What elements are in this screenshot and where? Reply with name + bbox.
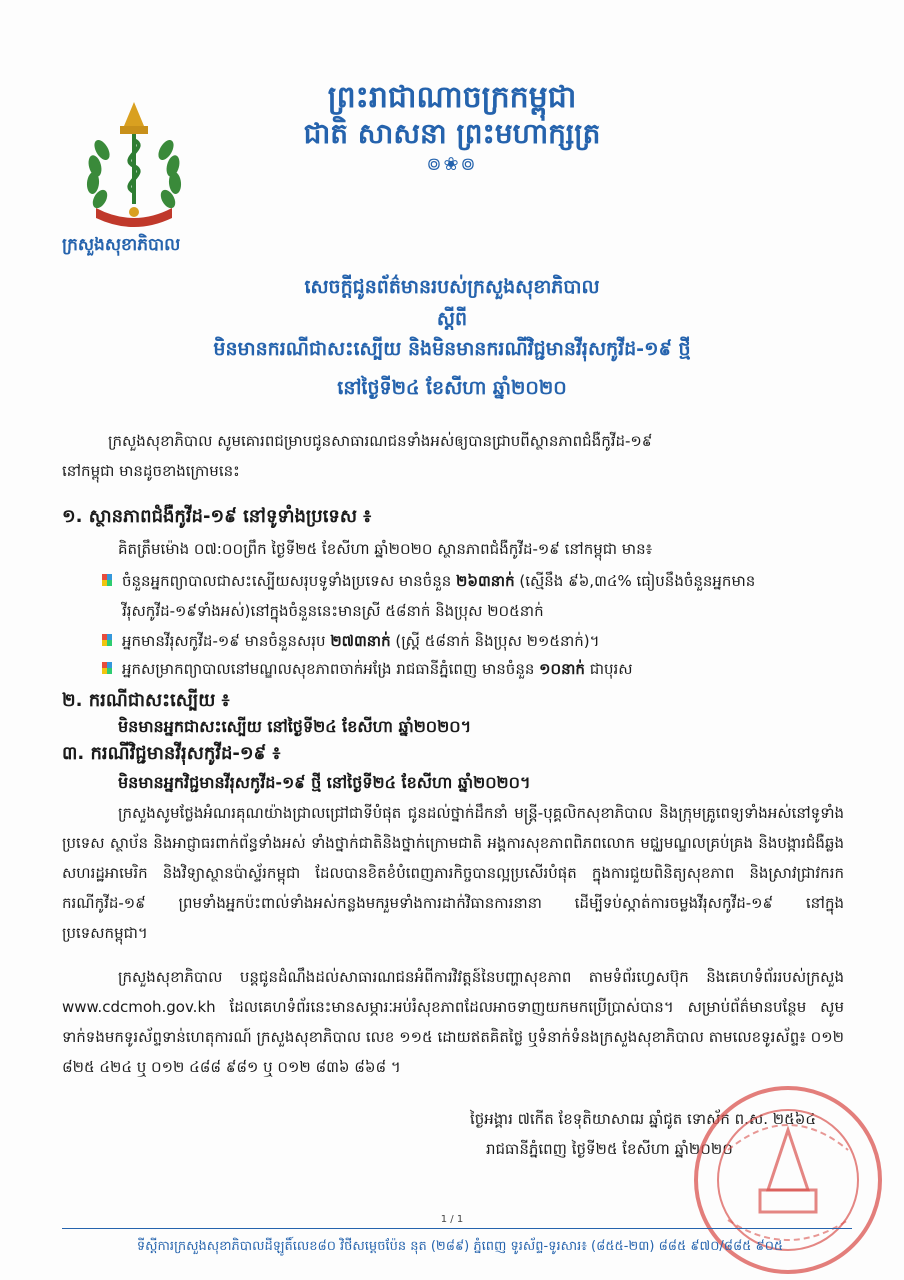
bullet-text-post: (ស្ត្រី ៥៨នាក់ និងប្រុស ២១៥នាក់)។: [390, 632, 600, 650]
section-1-heading: ១. ស្ថានភាពជំងឺកូវីដ-១៩ នៅទូទាំងប្រទេស ៖: [62, 506, 372, 527]
bullet-text-post: ជាបុរស: [584, 660, 633, 678]
bullet-icon: [102, 662, 112, 674]
bullet-icon: [102, 634, 112, 646]
bullet-total-cases: [122, 626, 842, 656]
intro-line-1: ក្រសួងសុខាភិបាល សូមគោរពជម្រាបជូនសាធារណជនទាំងអស់ឲ្យបានជ្រាបពីស្ថានភាពជំងឺកូវីដ-១៩: [108, 432, 653, 450]
section-3-heading: ៣. ករណីវិជ្ជមានវីរុសកូវីដ-១៩ ៖: [62, 743, 281, 764]
bullet-value: ២៧៣នាក់: [330, 632, 391, 650]
intro-line-2: នៅកម្ពុជា មានដូចខាងក្រោមនេះ: [62, 462, 240, 480]
footer-address: ទីស្តីការក្រសួងសុខាភិបាលដីឡូតិ៍លេខ៨០ វិថីសម្តេចប៉ែន នុត (២៨៩) ភ្នំពេញ ទូរស័ព្ទ-ទូរសារ៖ (៨៥៥-២៣) ៨៨៥ ៩៧០/៨៨៥ ៩០៥: [136, 1239, 784, 1254]
ornament-divider: ៙❀៙: [426, 154, 478, 175]
contact-paragraph: ក្រសួងសុខាភិបាល បន្តជូនដំណឹងដល់សាធារណជនអំពីការវិវត្តន៍នៃបញ្ហាសុខភាព តាមទំព័រហ្វេសប៊ុក និងគេហទំព័ររបស់ក្រសួង www.cdcmoh.gov.kh ដែលគេហទំព័រនេះមានសម្ភារៈអប់រំសុខភាពដែលអាចទាញយកមកប្រើប្រាស់បាន។ សម្រាប់ព័ត៌មានបន្ថែម សូមទាក់ទងមកទូរស័ព្ទទាន់ហេតុការណ៍ ក្រសួងសុខាភិបាល លេខ ១១៥ ដោយឥតគិតថ្លៃ ឬទំនាក់ទំនងក្រសួងសុខាភិបាល តាមលេខទូរស័ព្ទ៖ ០១២ ៨២៥ ៤២៤ ឬ ០១២ ៤៨៨ ៩៨១ ឬ ០១២ ៨៣៦ ៨៦៨ ។: [62, 968, 844, 1076]
bullet-text-pre: អ្នកមានវីរុសកូវីដ-១៩ មានចំនួនសរុប: [122, 632, 331, 650]
lunar-date: ថ្ងៃអង្គារ ៧កើត ខែទុតិយាសាឍ ឆ្នាំជូត ទោស័ក ព.ស. ២៥៦៤: [470, 1110, 816, 1128]
acknowledgement-paragraph: ក្រសួងសូមថ្លែងអំណរគុណយ៉ាងជ្រាលជ្រៅជាទីបំផុត ជូនដល់ថ្នាក់ដឹកនាំ មន្ត្រី-បុគ្គលិកសុខាភិបាល និងក្រុមគ្រូពេទ្យទាំងអស់នៅទូទាំងប្រទេស ស្ថាប័ន និងអាជ្ញាធរពាក់ព័ន្ធទាំងអស់ ទាំងថ្នាក់ជាតិនិងថ្នាក់ក្រោមជាតិ អង្គការសុខភាពពិភពលោក មជ្ឈមណ្ឌលគ្រប់គ្រង និងបង្ការជំងឺឆ្លងសហរដ្ឋអាមេរិក និងវិទ្យាស្ថានប៉ាស្ទ័រកម្ពុជា ដែលបានខិតខំបំពេញភារកិច្ចបានល្អប្រសើរបំផុត ក្នុងការជួយពិនិត្យសុខភាព និងស្រាវជ្រាវករកករណីកូវីដ-១៩ ព្រមទាំងអ្នកប៉ះពាល់ទាំងអស់កន្លងមករួមទាំងការដាក់វិធានការនានា ដើម្បីទប់ស្កាត់ការចម្លងវីរុសកូវីដ-១៩ នៅក្នុងប្រទេសកម្ពុជា។: [62, 804, 844, 942]
bullet-recovered-total: [122, 566, 842, 626]
bullet-value: ២៦៣នាក់: [456, 572, 515, 590]
section-1-lead: គិតត្រឹមម៉ោង ០៧:០០ព្រឹក ថ្ងៃទី២៥ ខែសីហា ឆ្នាំ២០២០ ស្ថានភាពជំងឺកូវីដ-១៩ នៅកម្ពុជា មាន៖: [118, 540, 653, 558]
kingdom-heading: ព្រះរាជាណាចក្រកម្ពុជា: [327, 80, 577, 115]
title-about: ស្តីពី: [436, 308, 468, 330]
title-subject: មិនមានករណីជាសះស្បើយ និងមិនមានករណីវិជ្ជមានវីរុសកូវីដ-១៩ ថ្មី: [213, 338, 691, 360]
bullet-in-treatment: [122, 654, 842, 684]
document-title: សេចក្តីជូនព័ត៌មានរបស់ក្រសួងសុខាភិបាល: [304, 276, 600, 298]
issue-date: រាជធានីភ្នំពេញ ថ្ងៃទី២៥ ខែសីហា ឆ្នាំ២០២០: [486, 1140, 733, 1158]
bullet-text-pre: ចំនួនអ្នកព្យាបាលជាសះស្បើយសរុបទូទាំងប្រទេស មានចំនួន: [122, 572, 456, 590]
bullet-value: ១០នាក់: [539, 660, 585, 678]
title-date: នៅថ្ងៃទី២៤ ខែសីហា ឆ្នាំ២០២០: [337, 377, 567, 399]
bullet-text-pre: អ្នកសម្រាកព្យាបាលនៅមណ្ឌលសុខភាពចាក់អង្រែ រាជធានីភ្នំពេញ មានចំនួន: [122, 660, 540, 678]
section-2-heading: ២. ករណីជាសះស្បើយ ៖: [62, 690, 230, 711]
page-number: 1 / 1: [440, 1214, 464, 1225]
section-3-text: មិនមានអ្នកវិជ្ជមានវីរុសកូវីដ-១៩ ថ្មី នៅថ្ងៃទី២៤ ខែសីហា ឆ្នាំ២០២០។: [118, 773, 531, 792]
section-2-text: មិនមានអ្នកជាសះស្បើយ នៅថ្ងៃទី២៤ ខែសីហា ឆ្នាំ២០២០។: [118, 717, 472, 736]
bullet-text-post: (ស្មើនឹង ៩៦,៣៤% ធៀបនឹងចំនួនអ្នកមានវីរុសកូវីដ-១៩ទាំងអស់)នៅក្នុងចំនួននេះមានស្រី ៥៨នាក់ និងប្រុស ២០៥នាក់: [122, 572, 756, 620]
bullet-icon: [102, 574, 112, 586]
ministry-name: ក្រសួងសុខាភិបាល: [62, 235, 181, 255]
national-motto: ជាតិ សាសនា ព្រះមហាក្សត្រ: [303, 117, 601, 150]
footer-divider: [62, 1228, 852, 1229]
